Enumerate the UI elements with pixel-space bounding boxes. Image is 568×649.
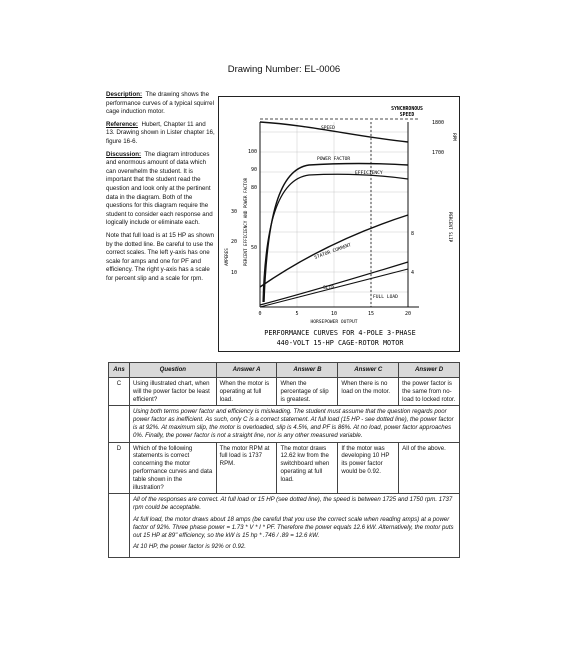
rpm-tick-label: 1700: [432, 150, 445, 156]
explanation-row: [109, 494, 460, 558]
pct-tick-label: 50: [250, 245, 257, 251]
x-tick-label: 10: [330, 311, 338, 317]
header-ans: Ans: [109, 363, 130, 378]
performance-curves-figure: [218, 96, 460, 352]
sync-label-line1: SYNCHRONOUS: [391, 107, 423, 112]
pct-tick-label: 90: [250, 167, 257, 173]
x-tick-label: 15: [367, 311, 375, 317]
discussion-paragraph: [106, 151, 215, 228]
answer-key: D: [109, 442, 130, 494]
explanation-cell: [129, 494, 459, 558]
description-text: The drawing shows the performance curves of a typical squirrel cage induction motor.: [106, 91, 214, 116]
header-answer-c: Answer C: [338, 363, 399, 378]
explanation-paragraph: At full load, the motor draws about 18 amps (be careful that you use the correct scale when reading amps) at a power factor of 92%. Three phase power = 1.73 * V * I * PF. Therefore the power equals 12.6 kW. Alternatively, the motor puts out 15 HP at 89" efficiency, so the kW is 15 hp * .746 / .89 = 12.6 kW.: [132, 515, 454, 539]
figure-caption-line2: 440-VOLT 15-HP CAGE-ROTOR MOTOR: [276, 339, 404, 347]
slip-tick-label: 4: [411, 270, 415, 276]
speed-label: SPEED: [321, 126, 335, 131]
x-tick-label: 20: [404, 311, 412, 317]
table-row: [109, 378, 460, 406]
description-heading: Description:: [106, 91, 143, 98]
question-text: Using illustrated chart, when will the power factor be least efficient?: [129, 378, 216, 406]
pct-tick-label: 100: [247, 149, 257, 155]
header-answer-a: Answer A: [216, 363, 277, 378]
note-paragraph: Note that full load is at 15 HP as shown by the dotted line. Be careful to use the correct scales. The left y-axis has one scale for amps and one for PF and efficiency. The right y-axis has a scale for percent slip and a scale for rpm.: [106, 231, 214, 282]
answer-a-text: When the motor is operating at full load.: [216, 378, 277, 406]
figure-caption-line1: PERFORMANCE CURVES FOR 4-POLE 3-PHASE: [264, 329, 416, 337]
x-tick-label: 5: [295, 311, 299, 317]
right-axis-label-slip: PERCENT SLIP: [448, 211, 453, 243]
description-panel: [106, 91, 215, 287]
header-question: Question: [129, 363, 216, 378]
slip-tick-label: 8: [411, 231, 415, 237]
header-answer-d: Answer D: [399, 363, 460, 378]
explanation-text: Using both terms power factor and efficiency is misleading. The student must assume that the question regards poor power factor as inefficient. As such, only C is a correct statement. At full load (15 HP - see dotted line), the power factor is at 92%. At maximum slip, the motor is overloaded, slip is 4.5%, and PF is 86%. At no load, power factor approaches 0%. Finally, the power factor is not a straight line, nor is any other measured variable.: [129, 406, 459, 442]
efficiency-curve: [263, 174, 408, 302]
amp-tick-label: 30: [230, 209, 237, 215]
slip-label: SLIP: [323, 286, 335, 291]
performance-curves-svg: [219, 97, 461, 353]
pct-tick-label: 80: [250, 185, 257, 191]
question-table: [108, 362, 460, 558]
answer-c-text: If the motor was developing 10 HP its power factor would be 0.92.: [338, 442, 399, 494]
answer-a-text: The motor RPM at full load is 1737 RPM.: [216, 442, 277, 494]
answer-b-text: The motor draws 12.62 kw from the switchboard when operating at full load.: [277, 442, 338, 494]
answer-c-text: When there is no load on the motor.: [338, 378, 399, 406]
x-tick-label: 0: [258, 311, 262, 317]
answer-d-text: All of the above.: [399, 442, 460, 494]
explanation-paragraph: At 10 HP, the power factor is 92% or 0.92.: [132, 543, 246, 551]
power-factor-curve: [264, 164, 408, 303]
description-paragraph: [106, 91, 215, 117]
reference-text: Hubert, Chapter 11 and 13. Drawing shown in Lister chapter 16, figure 16-6.: [106, 120, 215, 145]
table-row: [109, 442, 460, 494]
table-header-row: [109, 363, 460, 378]
stator-current-label: STATOR CURRENT: [313, 242, 353, 261]
question-text: Which of the following statements is correct concerning the motor performance curves and data table shown in the illustration?: [129, 442, 216, 494]
header-answer-b: Answer B: [277, 363, 338, 378]
left-axis-label-amperes: AMPERES: [224, 248, 229, 266]
discussion-heading: Discussion:: [106, 150, 142, 158]
explanation-paragraph: All of the responses are correct. At full load or 15 HP (see dotted line), the speed is between 1725 and 1750 rpm. 1737 rpm could be acceptable.: [132, 496, 453, 512]
reference-paragraph: [106, 121, 215, 147]
explanation-row: [109, 406, 460, 442]
answer-key: C: [109, 378, 130, 406]
discussion-text: The diagram introduces and enormous amount of data which can overwhelm the student. It is important that the student read the question and look only at the pertinent data in the diagram. Both of the questions for this diagram require the student to consider each response and logically include or eliminate each.: [106, 150, 213, 227]
power-factor-label: POWER FACTOR: [317, 157, 351, 162]
efficiency-label: EFFICIENCY: [355, 171, 383, 176]
x-axis-label: HORSEPOWER OUTPUT: [310, 320, 358, 325]
reference-heading: Reference:: [106, 120, 138, 128]
answer-d-text: the power factor is the same from no-load to locked rotor.: [399, 378, 460, 406]
amp-tick-label: 20: [230, 239, 237, 245]
full-load-label: FULL LOAD: [373, 295, 398, 300]
drawing-number-title: Drawing Number: EL-0006: [227, 64, 341, 75]
answer-b-text: When the percentage of slip is greatest.: [277, 378, 338, 406]
rpm-tick-label: 1800: [432, 120, 445, 126]
left-axis-label-percent: PERCENT EFFICIENCY AND POWER FACTOR: [243, 177, 248, 267]
sync-label-line2: SPEED: [399, 113, 415, 118]
amp-tick-label: 10: [230, 270, 237, 276]
right-axis-label-rpm: RPM: [452, 133, 457, 141]
chart-grid: [260, 122, 408, 307]
